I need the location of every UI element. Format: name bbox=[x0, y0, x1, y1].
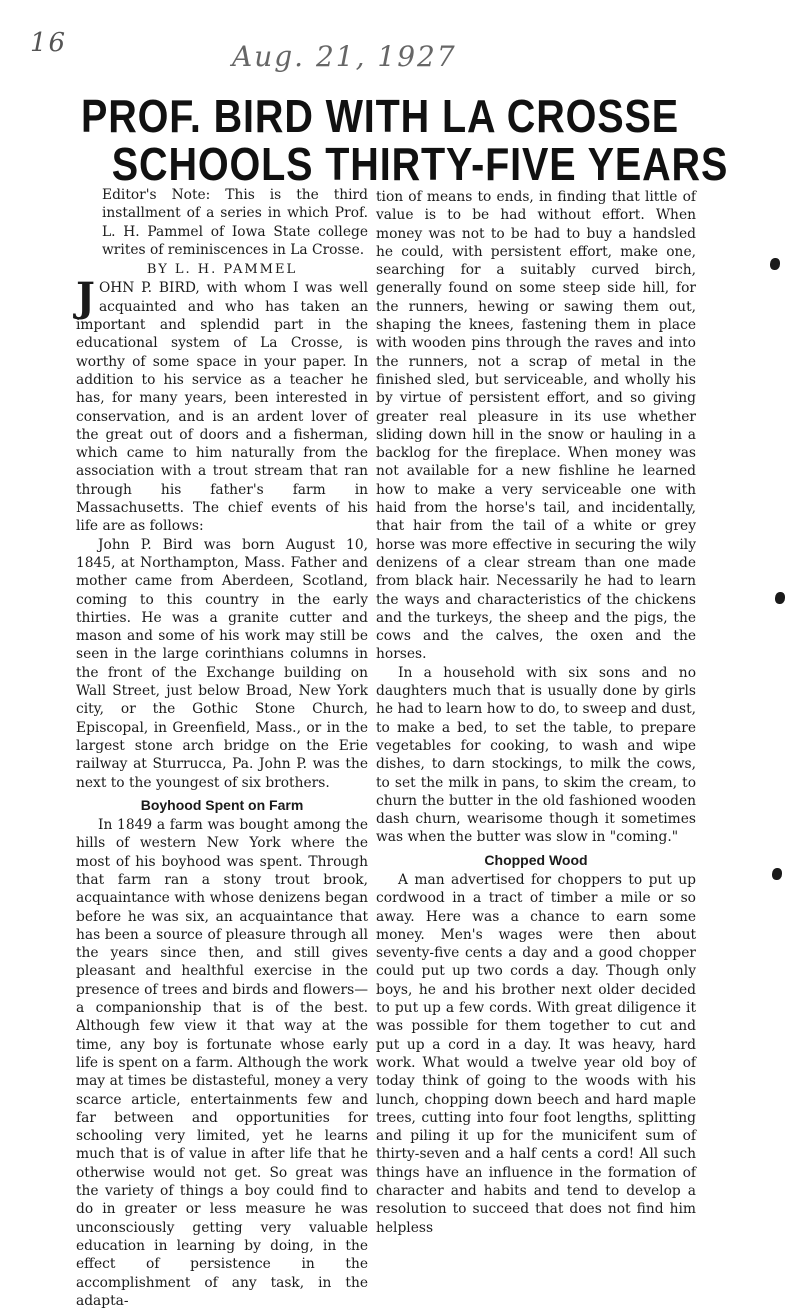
editor-note-text: This is the third installment of a series in which Prof. L. H. Pammel of Iowa State college writes of reminiscences in La Crosse. bbox=[102, 187, 368, 258]
editor-note-label: Editor's Note: bbox=[102, 187, 211, 203]
article-paragraph-5: In a household with six sons and no daughters much that is usually done by girls he had to learn how to do, to sweep and dust, to make a bed, to set the table, to prepare vegetables for cooking, to wash and wipe dishes, to darn stockings, to milk the cows, to set the milk in pans, to skim the cream, to churn the butter in the old fashioned wooden dash churn, wearisome though it sometimes was when the butter was slow in "coming." bbox=[376, 664, 696, 846]
article-column-right bbox=[376, 188, 696, 1237]
headline-line-1: PROF. BIRD WITH LA CROSSE bbox=[80, 90, 680, 142]
article-paragraph-2: John P. Bird was born August 10, 1845, at Northampton, Mass. Father and mother came from Aberdeen, Scotland, coming to this country in the early thirties. He was a granite cutter and mason and some of his work may still be seen in the large corinthians columns in the front of the Exchange building on Wall Street, just below Broad, New York city, or the Gothic Stone Church, Episcopal, in Greenfield, Mass., or in the largest stone arch bridge on the Erie railway at Sturrucca, Pa. John P. was the next to the youngest of six brothers. bbox=[76, 536, 368, 791]
scan-blot-mark bbox=[775, 592, 785, 604]
article-paragraph-6: A man advertised for choppers to put up cordwood in a tract of timber a mile or so away. Here was a chance to earn some money. Men's wages were then about seventy-five cents a day and a good chopper could put up two cords a day. Though only boys, he and his brother next older decided to put up a few cords. With great diligence it was possible for them together to cut and put up a cord in a day. It was heavy, hard work. What would a twelve year old boy of today think of going to the woods with his lunch, chopping down beech and hard maple trees, cutting into four foot lengths, splitting and piling it up for the municifent sum of thirty-seven and a half cents a cord! All such things have an influence in the formation of character and habits and tend to develop a resolution to succeed that does not find him helpless bbox=[376, 871, 696, 1236]
handwritten-date: Aug. 21, 1927 bbox=[232, 40, 457, 73]
byline: BY L. H. PAMMEL bbox=[146, 262, 298, 278]
subhead-boyhood: Boyhood Spent on Farm bbox=[140, 796, 304, 813]
article-paragraph-4: tion of means to ends, in finding that little of value is to be had without effort. When money was not to be had to buy a handsled he could, with persistent effort, make one, searching for a suitably curved birch, generally found on some steep side hill, for the runners, hewing or sawing them out, shaping the knees, fastening them in place with wooden pins through the raves and into the runners, not a scrap of metal in the finished sled, but serviceable, and wholly his by virtue of persistent effort, and so giving greater real pleasure in its use whether sliding down hill in the snow or hauling in a backlog for the fireplace. When money was not available for a new fishline he learned how to make a very serviceable one with haid from the horse's tail, and incidentally, that hair from the tail of a white or grey horse was more effective in securing the wily denizens of a clear stream than one made from black hair. Necessarily he had to learn the ways and characteristics of the chickens and the turkeys, the sheep and the pigs, the cows and the calves, the oxen and the horses. bbox=[376, 189, 696, 663]
scan-blot-mark bbox=[770, 258, 780, 270]
article-paragraph-1: JOHN P. BIRD, with whom I was well acquainted and who has taken an important and splendid part in the educational system of La Crosse, is worthy of some space in your paper. In addition to his service as a teacher he has, for many years, been interested in conservation, and is an ardent lover of the great out of doors and a fisherman, which came to him naturally from the association with a trout stream that ran through his father's farm in Massachusetts. The chief events of his life are as follows: bbox=[76, 274, 368, 535]
subhead-chopped-wood: Chopped Wood bbox=[484, 851, 588, 868]
editor-note bbox=[76, 186, 368, 259]
article-paragraph-3: In 1849 a farm was bought among the hills of western New York where the most of his boyhood was spent. Through that farm ran a stony trout brook, acquaintance with whose denizens began before he was six, an acquaintance that has been a source of pleasure through all the years since then, and still gives pleasant and healthful exercise in the presence of trees and birds and flowers—a companionship that is of the best. Although few view it that way at the time, any boy is fortunate whose early life is spent on a farm. Although the work may at times be distasteful, money a very scarce article, entertainments few and far between and opportunities for schooling very limited, yet he learns much that is of value in after life that he otherwise would not get. So great was the variety of things a boy could find to do in greater or less measure he was unconsciously getting very valuable education in learning by doing, in the effect of persistence in the accomplishment of any task, in the adapta- bbox=[76, 817, 368, 1309]
page-number: 16 bbox=[30, 28, 68, 58]
drop-cap: J bbox=[76, 274, 95, 322]
scan-blot-mark bbox=[772, 868, 782, 880]
article-column-left bbox=[76, 186, 368, 1310]
headline-line-2: SCHOOLS THIRTY-FIVE YEARS bbox=[111, 138, 729, 190]
